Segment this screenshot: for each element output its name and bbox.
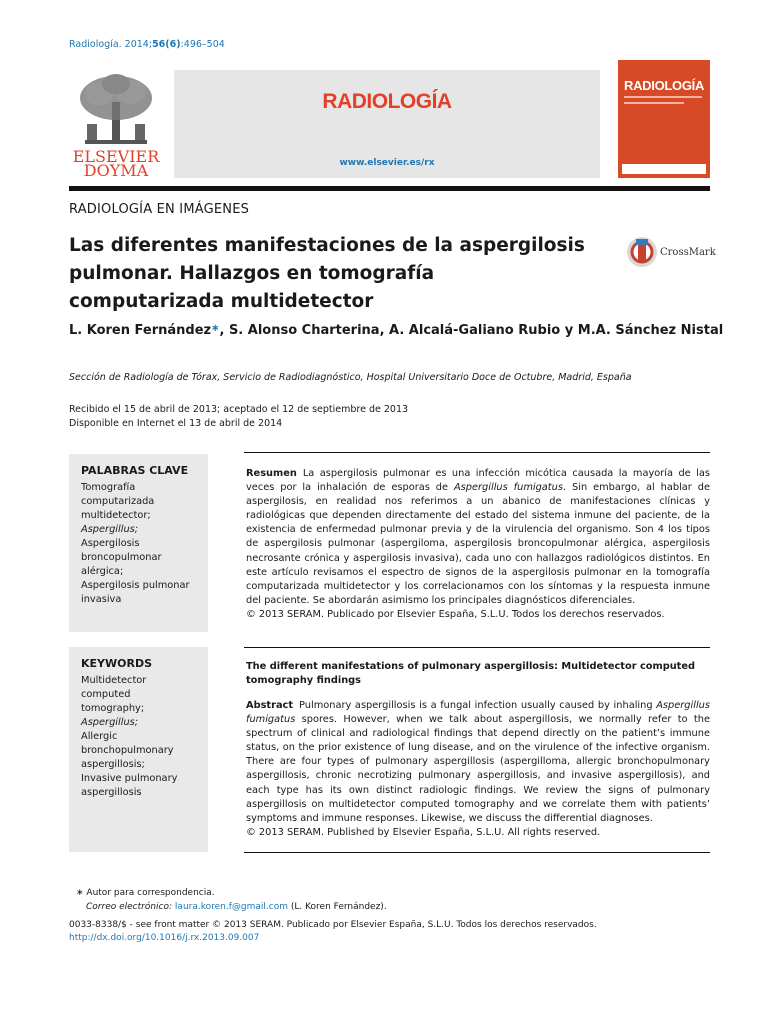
article-history bbox=[69, 403, 408, 431]
abstract-en bbox=[246, 699, 710, 840]
keyword-item: Aspergilosis bbox=[81, 538, 140, 549]
keyword-item: computarizada bbox=[81, 496, 155, 507]
keyword-item: Multidetector bbox=[81, 675, 147, 686]
issn-line: 0033-8338/$ - see front matter © 2013 SERAM. Publicado por Elsevier España, S.L.U. Todos los derechos reservados. bbox=[69, 920, 597, 930]
journal-reference[interactable] bbox=[69, 39, 225, 50]
abstract-en-text-part1: Pulmonary aspergillosis is a fungal infection usually caused by inhaling bbox=[299, 700, 657, 711]
abstract-es-species: Aspergillus fumigatus bbox=[453, 482, 563, 494]
publisher-name: ELSEVIER bbox=[72, 147, 160, 166]
corresponding-author-marker[interactable]: ∗ bbox=[211, 323, 220, 334]
abstract-en-species: Aspergillus fumigatus bbox=[246, 700, 710, 726]
doi-link[interactable]: http://dx.doi.org/10.1016/j.rx.2013.09.007 bbox=[69, 933, 260, 943]
keyword-item: alérgica; bbox=[81, 566, 124, 577]
header-rule bbox=[69, 186, 710, 191]
keyword-item: Aspergillus; bbox=[81, 524, 139, 535]
email-label: Correo electrónico: bbox=[86, 902, 173, 912]
journal-name: RADIOLOGÍA bbox=[322, 90, 452, 113]
keyword-item: Invasive pulmonary bbox=[81, 773, 178, 784]
keyword-item: multidetector; bbox=[81, 510, 151, 521]
author-list bbox=[69, 323, 723, 338]
keyword-item: broncopulmonar bbox=[81, 552, 162, 563]
journal-ref-volume: 56(6) bbox=[152, 39, 181, 50]
crossmark-badge[interactable] bbox=[626, 235, 716, 271]
abstract-en-lead: Abstract bbox=[246, 700, 294, 711]
email-owner: (L. Koren Fernández). bbox=[287, 902, 387, 912]
journal-header-band bbox=[174, 70, 600, 178]
abstract-es-copyright: © 2013 SERAM. Publicado por Elsevier España, S.L.U. Todos los derechos reservados. bbox=[246, 608, 665, 620]
keyword-item: aspergillosis bbox=[81, 787, 142, 798]
email-note bbox=[86, 901, 387, 914]
first-author: L. Koren Fernández bbox=[69, 323, 212, 338]
other-authors: , S. Alonso Charterina, A. Alcalá-Galiano Rubio y M.A. Sánchez Nistal bbox=[219, 323, 724, 338]
keyword-item: Allergic bbox=[81, 731, 118, 742]
keyword-item: computed bbox=[81, 689, 131, 700]
correspondence-note bbox=[76, 887, 215, 900]
keyword-item: Tomografía bbox=[81, 482, 136, 493]
keyword-item: invasiva bbox=[81, 594, 122, 605]
journal-ref-pages: :496–504 bbox=[180, 39, 225, 50]
publisher-subname: DOYMA bbox=[83, 161, 149, 180]
journal-ref-text: Radiología. 2014; bbox=[69, 39, 153, 50]
abstract-en-rule bbox=[244, 647, 710, 648]
article-title: Las diferentes manifestaciones de la aspergilosis pulmonar. Hallazgos en tomografía computarizada multidetector bbox=[69, 235, 585, 312]
cover-title: RADIOLOGÍA bbox=[624, 78, 705, 93]
keywords-box-es bbox=[69, 454, 208, 632]
keyword-item: Aspergilosis pulmonar bbox=[81, 580, 190, 591]
elsevier-doyma-logo bbox=[69, 72, 163, 180]
keyword-item: tomography; bbox=[81, 703, 145, 714]
section-label: RADIOLOGÍA EN IMÁGENES bbox=[69, 202, 250, 217]
keywords-heading-en: KEYWORDS bbox=[81, 657, 153, 670]
tree-logo-icon bbox=[69, 72, 163, 150]
keyword-item: aspergillosis; bbox=[81, 759, 145, 770]
footnote-corresponding: Autor para correspondencia. bbox=[86, 888, 215, 898]
keyword-item: Aspergillus; bbox=[81, 717, 139, 728]
abstract-top-rule bbox=[244, 452, 710, 453]
abstract-en-text-part2: spores. However, when we talk about aspergillosis, we normally refer to the spectrum of clinical and radiological findings that depend directly on the patient’s immune status, on the prior existence of lung disease, and on the virulence of the infective organism. There are four types of pulmonary aspergillosis (aspergilloma, allergic bronchopulmonary aspergillosis, chronic necrotizing pulmonary aspergillosis, and invasive aspergillosis), and each type has its own distinct radiologic findings. We review the signs of pulmonary aspergillosis on multidetector computed tomography and we correlate them with patients’ symptoms and immune responses. Likewise, we discuss the differential diagnoses. bbox=[246, 714, 710, 824]
keyword-item: bronchopulmonary bbox=[81, 745, 174, 756]
affiliation: Sección de Radiología de Tórax, Servicio de Radiodiagnóstico, Hospital Universitario Doce de Octubre, Madrid, España bbox=[69, 372, 632, 383]
abstract-es bbox=[246, 467, 710, 622]
keywords-heading-es: PALABRAS CLAVE bbox=[81, 464, 189, 477]
keywords-box-en bbox=[69, 647, 208, 852]
abstract-en-copyright: © 2013 SERAM. Published by Elsevier España, S.L.U. All rights reserved. bbox=[246, 826, 601, 838]
email-link[interactable]: laura.koren.f@gmail.com bbox=[174, 902, 288, 912]
english-title: The different manifestations of pulmonary aspergillosis: Multidetector computed tomography findings bbox=[246, 661, 696, 686]
abstract-es-text-part2: . Sin embargo, al hablar de aspergilosis, en realidad nos referimos a un abanico de manifestaciones clínicas y radiológicas que dependen directamente del estado del sistema inmune del paciente, de la existencia de enfermedad pulmonar previa y de la virulencia del organismo. Son 4 los tipos de aspergilosis pulmonar (aspergiloma, aspergilosis broncopulmonar alérgica, aspergilosis necrosante crónica y aspergilosis invasiva), cada uno con hallazgos radiológicos distintos. En este artículo revisamos el espectro de signos de la aspergilosis pulmonar en la tomografía computarizada multidetector y los correlacionamos con los síntomas y la respuesta inmune del paciente. Se abordarán asimismo los principales diagnósticos diferenciales. bbox=[246, 482, 710, 606]
abstract-es-lead: Resumen bbox=[246, 468, 297, 479]
abstract-es-text-part1: La aspergilosis pulmonar es una infección micótica causada la mayoría de las veces por la inhalación de esporas de bbox=[246, 468, 710, 494]
crossmark-label: CrossMark bbox=[660, 247, 716, 258]
received-date: Recibido el 15 de abril de 2013; aceptado el 12 de septiembre de 2013 bbox=[69, 404, 409, 415]
footnote-marker: ∗ bbox=[76, 888, 84, 898]
journal-url-link[interactable]: www.elsevier.es/rx bbox=[339, 158, 435, 168]
abstract-bottom-rule bbox=[244, 852, 710, 853]
crossmark-icon bbox=[626, 235, 658, 269]
journal-cover-image bbox=[618, 60, 710, 178]
online-date: Disponible en Internet el 13 de abril de 2014 bbox=[69, 418, 283, 429]
